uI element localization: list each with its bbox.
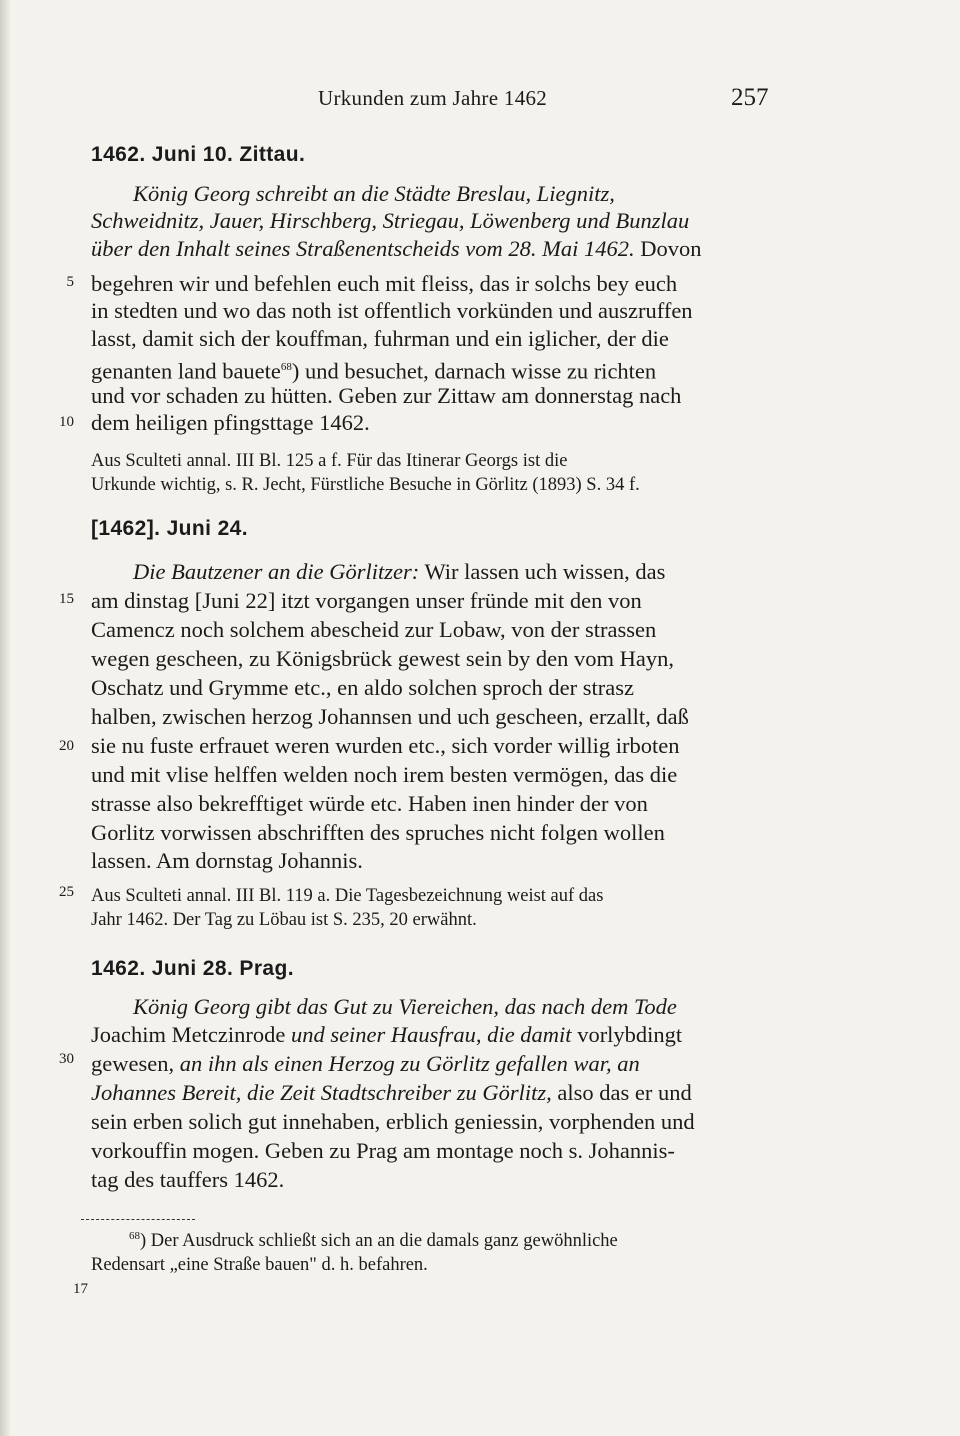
text-line: halben, zwischen herzog Johannsen und uch gescheen, erzallt, daß — [91, 704, 689, 729]
line-number: 5 — [66, 274, 74, 290]
footnote-line — [91, 1224, 781, 1253]
text-line — [91, 1021, 682, 1049]
text-line: lasst, damit sich der kouffman, fuhrman und ein iglicher, der die — [91, 326, 669, 351]
text-line: sie nu fuste erfrauet weren wurden etc., sich vorder willig irboten — [91, 733, 680, 758]
text-line: tag des tauffers 1462. — [91, 1167, 285, 1192]
source-note-line: Urkunde wichtig, s. R. Jecht, Fürstliche Besuche in Görlitz (1893) S. 34 f. — [91, 475, 640, 495]
source-note-line: Aus Sculteti annal. III Bl. 119 a. Die Tagesbezeichnung weist auf das — [91, 886, 604, 906]
footnote-rule — [81, 1219, 195, 1220]
page-edge-shadow — [0, 0, 10, 1436]
regest-line: Die Bautzener an die Görlitzer: — [133, 559, 420, 584]
regest-fragment: an ihn als einen Herzog zu Görlitz gefallen war, an — [179, 1051, 640, 1076]
line-number: 15 — [59, 591, 74, 607]
entry-heading: 1462. Juni 28. Prag. — [91, 957, 294, 980]
regest-line: Schweidnitz, Jauer, Hirschberg, Striegau, Löwenberg und Bunzlau — [91, 208, 690, 233]
text-line: vorkouffin mogen. Geben zu Prag am montage noch s. Johannis- — [91, 1138, 675, 1163]
regest-fragment: Johannes Bereit, die Zeit Stadtschreiber zu Görlitz, — [91, 1080, 552, 1105]
text-line: strasse also bekrefftiget würde etc. Haben inen hinder der von — [91, 791, 648, 816]
text-line: lassen. Am dornstag Johannis. — [91, 848, 363, 873]
source-note-line: Jahr 1462. Der Tag zu Löbau ist S. 235, 20 erwähnt. — [91, 910, 477, 930]
line-number: 20 — [59, 738, 74, 754]
page-number: 257 — [731, 84, 769, 111]
footnote-line: Redensart „eine Straße bauen" d. h. befahren. — [91, 1255, 428, 1276]
footnote — [91, 1224, 781, 1277]
text-line: am dinstag [Juni 22] itzt vorgangen unser fründe mit den von — [91, 588, 642, 613]
text-line — [91, 1050, 640, 1078]
source-note — [91, 449, 640, 497]
text-line: und mit vlise helffen welden noch irem besten vermögen, das die — [91, 762, 678, 787]
text-line: sein erben solich gut innehaben, erblich geniessin, vorphenden und — [91, 1109, 695, 1134]
line-number: 10 — [59, 414, 74, 430]
entry-heading: 1462. Juni 10. Zittau. — [91, 143, 306, 166]
text-fragment: also das er und — [557, 1080, 692, 1105]
text-line: Oschatz und Grymme etc., en aldo solchen sproch der strasz — [91, 675, 634, 700]
signature-mark: 17 — [73, 1281, 88, 1297]
regest-line: König Georg schreibt an die Städte Breslau, Liegnitz, — [133, 181, 615, 206]
text-line — [91, 235, 702, 263]
entry-heading: [1462]. Juni 24. — [91, 517, 248, 540]
text-fragment: Wir lassen uch wissen, das — [424, 559, 666, 584]
text-fragment: Joachim Metczinrode — [91, 1022, 286, 1047]
regest-fragment: und seiner Hausfrau, die damit — [290, 1022, 572, 1047]
text-fragment: ) und besuchet, darnach wisse zu richten — [291, 358, 657, 384]
text-fragment: genanten land bauete — [91, 358, 281, 384]
text-fragment: vorlybdingt — [577, 1022, 683, 1047]
footnote-mark: 68 — [129, 1230, 140, 1242]
source-note — [91, 884, 603, 932]
text-fragment: gewesen, — [91, 1051, 175, 1076]
line-number: 25 — [59, 884, 74, 900]
text-line: und vor schaden zu hütten. Geben zur Zittaw am donnerstag nach — [91, 383, 682, 408]
text-line: wegen gescheen, zu Königsbrück gewest sein by den vom Hayn, — [91, 646, 674, 671]
text-line — [133, 558, 665, 586]
running-title: Urkunden zum Jahre 1462 — [318, 86, 548, 110]
regest-line: über den Inhalt seines Straßenentscheids vom 28. Mai 1462. — [91, 236, 635, 261]
text-line — [91, 1079, 692, 1107]
text-line: Camencz noch solchem abescheid zur Lobaw, von der strassen — [91, 617, 657, 642]
page-header — [0, 82, 960, 118]
text-line: in stedten und wo das noth ist offentlich vorkünden und auszruffen — [91, 298, 693, 323]
text-line: Gorlitz vorwissen abschrifften des spruches nicht folgen wollen — [91, 820, 665, 845]
text-line — [91, 353, 656, 386]
text-line: dem heiligen pfingsttage 1462. — [91, 410, 370, 435]
line-number: 30 — [59, 1051, 74, 1067]
footnote-reference: 68 — [280, 361, 292, 373]
text-fragment: Dovon — [640, 236, 702, 261]
footnote-text: ) Der Ausdruck schließt sich an an die damals ganz gewöhnliche — [140, 1231, 618, 1252]
text-line: begehren wir und befehlen euch mit fleiss, das ir solchs bey euch — [91, 271, 678, 296]
source-note-line: Aus Sculteti annal. III Bl. 125 a f. Für das Itinerar Georgs ist die — [91, 451, 568, 471]
regest-line: König Georg gibt das Gut zu Viereichen, das nach dem Tode — [133, 994, 677, 1019]
